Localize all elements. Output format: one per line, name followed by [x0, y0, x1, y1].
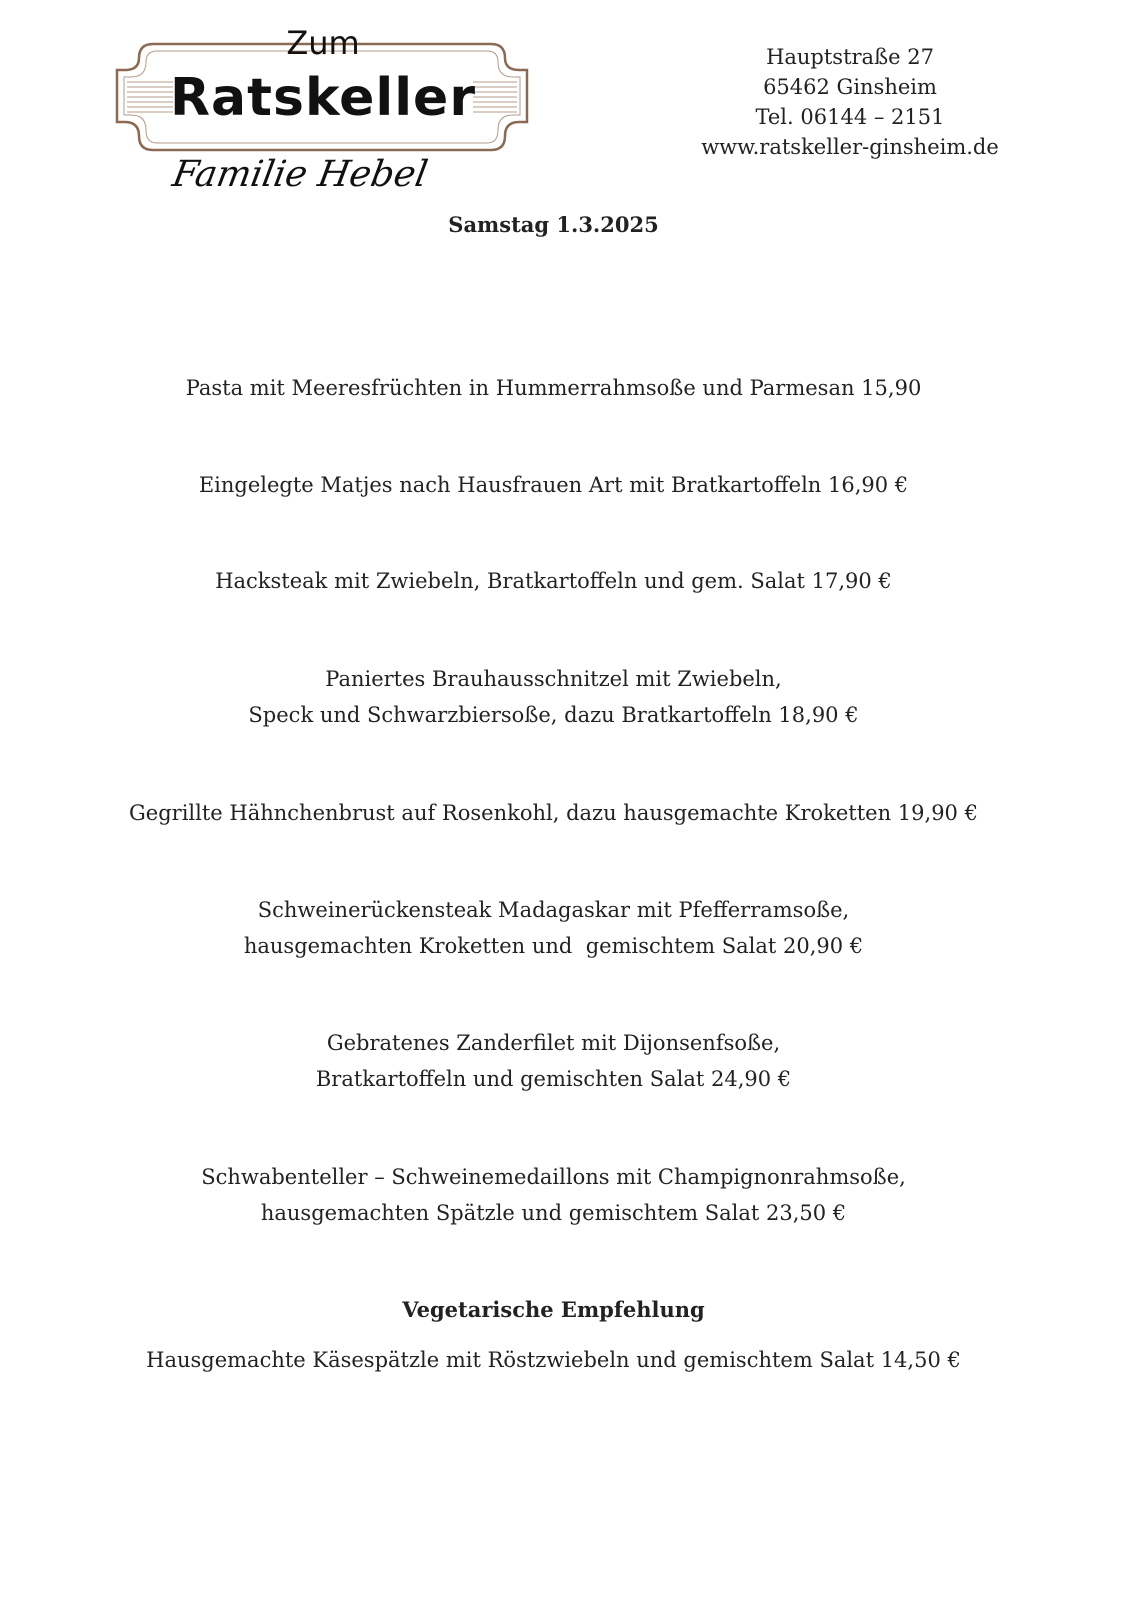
vegetarian-menu-item [0, 1342, 1107, 1378]
menu-item [0, 370, 1107, 406]
menu-item [0, 467, 1107, 503]
menu-item-line: hausgemachten Kroketten und gemischtem Salat 20,90 € [243, 934, 864, 958]
menu-item [0, 795, 1107, 831]
menu-item-line: Pasta mit Meeresfrüchten in Hummerrahmsoße und Parmesan 15,90 [185, 376, 922, 400]
menu-item-line: Paniertes Brauhausschnitzel mit Zwiebeln, [325, 667, 782, 691]
address-website[interactable]: www.ratskeller-ginsheim.de [701, 135, 999, 159]
menu-item-line: Speck und Schwarzbiersoße, dazu Bratkartoffeln 18,90 € [248, 703, 859, 727]
address-phone: Tel. 06144 – 2151 [755, 105, 945, 129]
address-street: Hauptstraße 27 [766, 45, 934, 69]
menu-item-line: Gegrillte Hähnchenbrust auf Rosenkohl, dazu hausgemachte Kroketten 19,90 € [129, 801, 978, 825]
logo-family-text: Familie Hebel [169, 154, 431, 195]
menu-date: Samstag 1.3.2025 [448, 212, 659, 237]
menu-item [0, 1025, 1107, 1097]
menu-item-line: Eingelegte Matjes nach Hausfrauen Art mit Bratkartoffeln 16,90 € [198, 473, 909, 497]
menu-item [0, 892, 1107, 964]
vegetarian-heading: Vegetarische Empfehlung [402, 1297, 705, 1322]
menu-item [0, 661, 1107, 733]
menu-item [0, 1159, 1107, 1231]
menu-item-line: hausgemachten Spätzle und gemischtem Salat 23,50 € [260, 1201, 847, 1225]
menu-item-line: Hacksteak mit Zwiebeln, Bratkartoffeln und gem. Salat 17,90 € [215, 569, 892, 593]
logo-ratskeller-text: Ratskeller [170, 68, 476, 128]
menu-item-line: Hausgemachte Käsespätzle mit Röstzwiebeln und gemischtem Salat 14,50 € [146, 1348, 961, 1372]
menu-item-line: Schweinerückensteak Madagaskar mit Pfefferramsoße, [257, 898, 850, 922]
menu-item-line: Bratkartoffeln und gemischten Salat 24,90 € [315, 1067, 792, 1091]
logo-zum-text: Zum [286, 24, 360, 62]
menu-item-line: Schwabenteller – Schweinemedaillons mit Champignonrahmsoße, [201, 1165, 906, 1189]
address-city: 65462 Ginsheim [763, 75, 937, 99]
menu-item-line: Gebratenes Zanderfilet mit Dijonsenfsoße, [326, 1031, 781, 1055]
menu-item [0, 563, 1107, 599]
